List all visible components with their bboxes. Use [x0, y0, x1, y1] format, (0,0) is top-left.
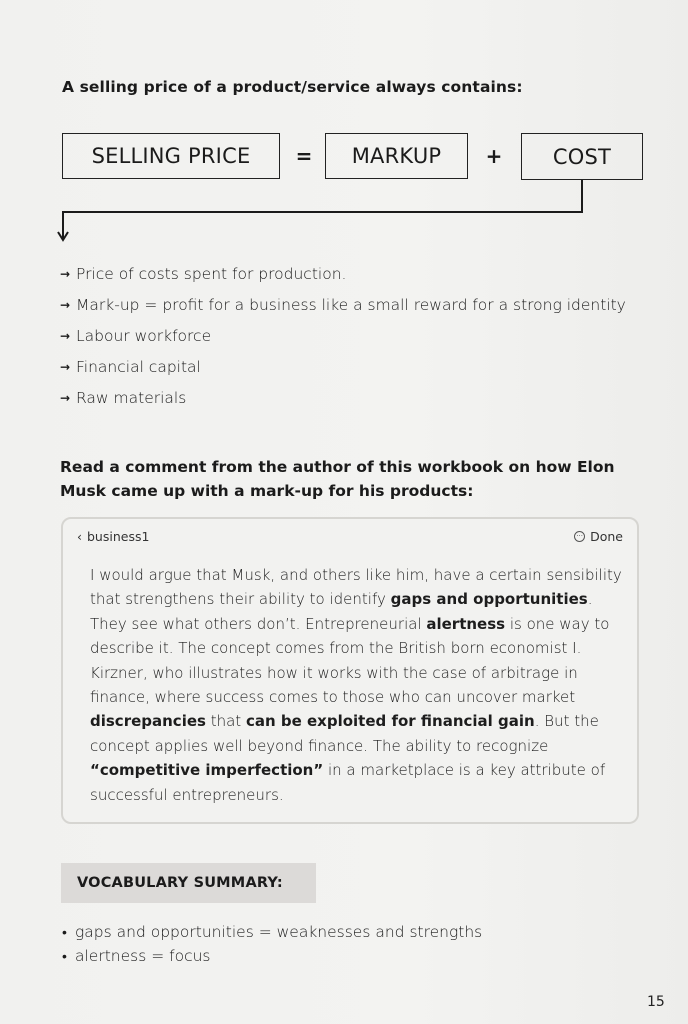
comment-intro: Read a comment from the author of this workbook on how Elon Musk came up with a mark-up for his products: [60, 458, 615, 500]
selling-price-box: SELLING PRICE [62, 133, 280, 179]
plus-sign: + [485, 144, 503, 168]
body-text: . They see what others don’t. Entrepreneurial [90, 590, 593, 633]
card-header [63, 519, 637, 553]
connector-arrow-icon [0, 0, 688, 260]
section-heading: A selling price of a product/service always contains: [62, 78, 523, 96]
equals-sign: = [295, 144, 313, 168]
vocabulary-list [62, 920, 622, 968]
cost-box: COST [521, 133, 643, 180]
body-text: that [205, 712, 246, 731]
emphasis-text: gaps and opportunities [390, 590, 588, 609]
list-item: → Labour workforce [60, 326, 212, 345]
body-text: in a marketplace is a key attribute of successful entrepreneurs. [90, 761, 606, 804]
comment-text [90, 563, 625, 807]
emphasis-text: “competitive imperfection” [90, 761, 324, 780]
emphasis-text: discrepancies [90, 712, 206, 731]
page-number: 15 [647, 994, 665, 1010]
arrow-bullet-icon: → [60, 266, 71, 281]
vocabulary-summary-label: VOCABULARY SUMMARY: [61, 863, 316, 903]
author-comment-card [61, 517, 639, 824]
cost-components-list [60, 258, 660, 413]
arrow-bullet-icon: → [60, 297, 71, 312]
arrow-bullet-icon: → [60, 328, 71, 343]
body-text: I would argue that Musk, and others like him, have a certain sensibility that strengthens their ability to identify [90, 566, 622, 609]
list-item: • alertness = focus [62, 947, 211, 965]
bullet-dot-icon: • [62, 948, 67, 965]
done-label: Done [590, 529, 623, 544]
done-button[interactable] [574, 529, 623, 544]
back-link[interactable] [77, 529, 149, 544]
list-item: → Price of costs spent for production. [60, 264, 347, 283]
back-label: business1 [87, 529, 150, 544]
emphasis-text: alertness [426, 614, 506, 633]
list-item: → Mark-up = profit for a business like a small reward for a strong identity [60, 295, 626, 314]
more-dots-icon: ··· [574, 531, 585, 542]
emphasis-text: can be exploited for financial gain [245, 712, 535, 731]
arrow-bullet-icon: → [60, 390, 71, 405]
list-item: → Financial capital [60, 357, 201, 376]
list-item: → Raw materials [60, 388, 187, 407]
arrow-bullet-icon: → [60, 359, 71, 374]
markup-box: MARKUP [325, 133, 468, 179]
body-text: is one way to describe it. The concept comes from the British born economist I. Kirzner, who illustrates how it works with the case of arbitrage in finance, where success comes to those who can uncover market [90, 614, 610, 707]
list-item: • gaps and opportunities = weaknesses and strengths [62, 923, 483, 941]
bullet-dot-icon: • [62, 924, 67, 941]
body-text: . But the concept applies well beyond finance. The ability to recognize [90, 712, 599, 755]
chevron-left-icon: ‹ [77, 529, 82, 544]
